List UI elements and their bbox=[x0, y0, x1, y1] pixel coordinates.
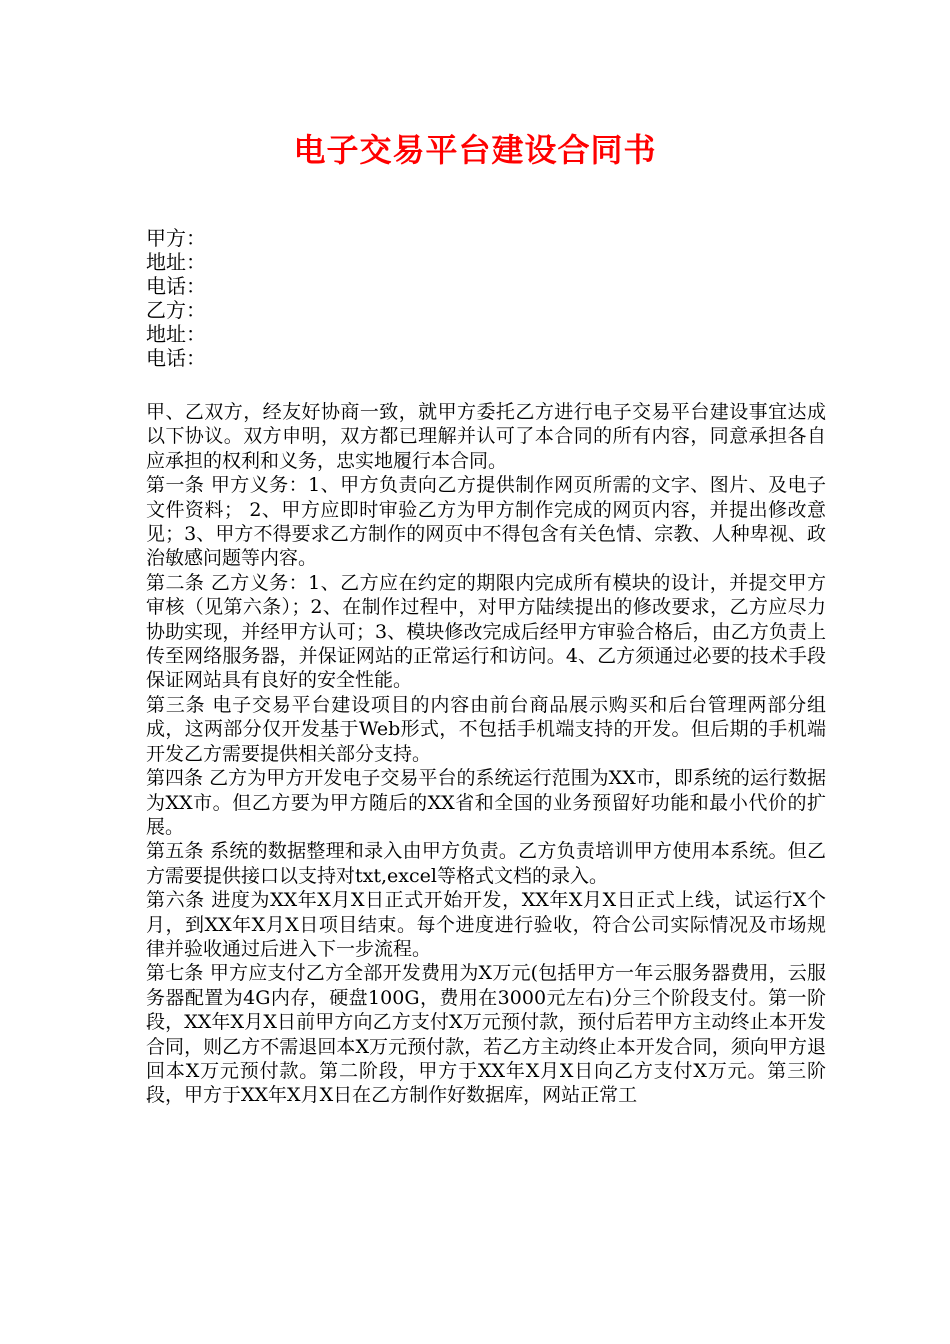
article-1-paragraph: 第一条 甲方义务：1、甲方负责向乙方提供制作网页所需的文字、图片、及电子文件资料； 2、甲方应即时审验乙方为甲方制作完成的网页内容，并提出修改意见；3、甲方不得要求乙方制作的网页中不得包含有关色情、宗教、人种卑视、政治敏感问题等内容。 bbox=[146, 474, 826, 570]
preamble-paragraph: 甲、乙双方，经友好协商一致，就甲方委托乙方进行电子交易平台建设事宜达成以下协议。双方申明，双方都已理解并认可了本合同的所有内容，同意承担各自应承担的权利和义务，忠实地履行本合同。 bbox=[146, 401, 826, 472]
contract-body bbox=[146, 400, 826, 1108]
article-7-paragraph: 第七条 甲方应支付乙方全部开发费用为X万元(包括甲方一年云服务器费用，云服务器配置为4G内存，硬盘100G，费用在3000元左右)分三个阶段支付。第一阶段，XX年X月X日前甲方向乙方支付X万元预付款，预付后若甲方主动终止本开发合同，则乙方不需退回本X万元预付款，若乙方主动终止本开发合同，须向甲方退回本X万元预付款。第二阶段，甲方于XX年X月X日向乙方支付X万元。第三阶段，甲方于XX年X月X日在乙方制作好数据库，网站正常工 bbox=[146, 962, 826, 1107]
party-b-phone: 电话： bbox=[146, 346, 206, 370]
party-a-address: 地址： bbox=[146, 250, 206, 274]
party-info-block bbox=[146, 226, 826, 370]
article-2-paragraph: 第二条 乙方义务：1、乙方应在约定的期限内完成所有模块的设计，并提交甲方审核（见第六条）；2、在制作过程中，对甲方陆续提出的修改要求，乙方应尽力协助实现，并经甲方认可；3、模块修改完成后经甲方审验合格后，由乙方负责上传至网络服务器，并保证网站的正常运行和访问。4、乙方须通过必要的技术手段保证网站具有良好的安全性能。 bbox=[146, 571, 826, 692]
party-b-label: 乙方： bbox=[146, 298, 206, 322]
article-4-paragraph: 第四条 乙方为甲方开发电子交易平台的系统运行范围为XX市，即系统的运行数据为XX市。但乙方要为甲方随后的XX省和全国的业务预留好功能和最小代价的扩展。 bbox=[146, 767, 826, 838]
party-a-label: 甲方： bbox=[146, 226, 206, 250]
article-5-paragraph: 第五条 系统的数据整理和录入由甲方负责。乙方负责培训甲方使用本系统。但乙方需要提供接口以支持对txt,excel等格式文档的录入。 bbox=[146, 840, 826, 887]
article-3-paragraph: 第三条 电子交易平台建设项目的内容由前台商品展示购买和后台管理两部分组成，这两部分仅开发基于Web形式，不包括手机端支持的开发。但后期的手机端开发乙方需要提供相关部分支持。 bbox=[146, 693, 826, 765]
party-a-phone: 电话： bbox=[146, 274, 206, 298]
party-b-address: 地址： bbox=[146, 322, 206, 346]
article-6-paragraph: 第六条 进度为XX年X月X日正式开始开发，XX年X月X日正式上线，试运行X个月，到XX年X月X日项目结束。每个进度进行验收，符合公司实际情况及市场规律并验收通过后进入下一步流程。 bbox=[146, 889, 826, 960]
document-title: 电子交易平台建设合同书 bbox=[293, 131, 657, 169]
